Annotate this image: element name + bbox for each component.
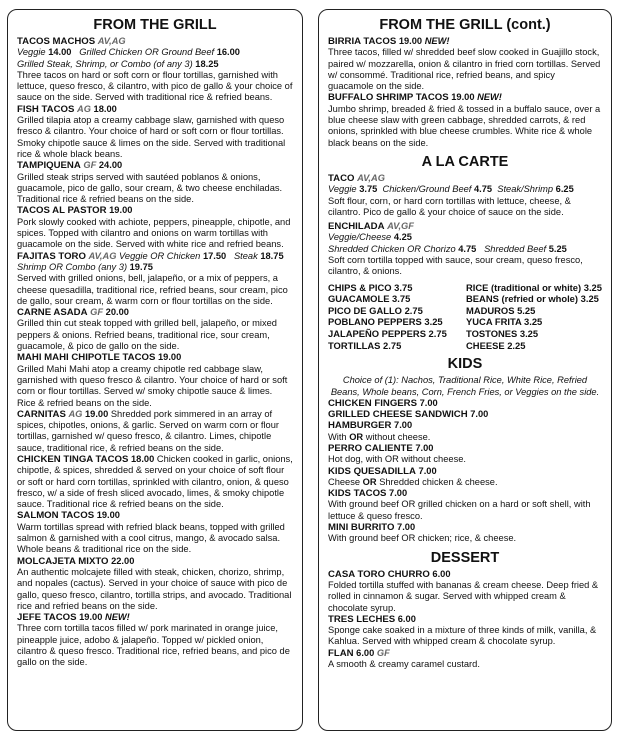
item-name: TACOS MACHOS: [17, 36, 96, 47]
item-description: A smooth & creamy caramel custard.: [328, 659, 480, 670]
diet-tag: GF: [376, 647, 390, 658]
item-price: 22.00: [111, 555, 135, 566]
desc-text: Cheese: [328, 476, 361, 487]
item-description: Three tacos on hard or soft corn or flour tortillas, garnished with lettuce, queso fresco, & cilantro, with pico de gallo & your choice of sauce on the side. Served with traditional rice & refried beans.: [17, 69, 293, 103]
diet-tag: AV,AG: [88, 250, 117, 261]
option-label: Shrimp OR Combo (any 3): [17, 261, 128, 272]
menu-item-mini-burrito: [328, 522, 602, 545]
item-name: ENCHILADA: [328, 221, 385, 233]
item-description: [328, 432, 602, 443]
menu-item-chicken-fingers: [328, 398, 602, 409]
menu-item-salmon-tacos: [17, 510, 293, 555]
item-name: FISH TACOS: [17, 103, 75, 115]
item-name: CHICKEN TINGA TACOS: [17, 453, 129, 465]
item-name: JEFE TACOS: [17, 612, 77, 624]
menu-item-chicken-tinga: [17, 454, 293, 510]
new-badge: NEW!: [424, 36, 450, 46]
item-price: 7.00: [415, 442, 434, 453]
diet-tag: AV,GF: [387, 221, 414, 232]
item-description: Grilled steak strips served with sautéed poblanos & onions, guacamole, pico de gallo, sour cream, & two cheese enchiladas. Traditional rice & refried beans on the side.: [17, 171, 283, 205]
option-price: 19.75: [129, 261, 153, 272]
item-name: CARNE ASADA: [17, 307, 88, 319]
side-item: CHIPS & PICO 3.75: [328, 281, 413, 293]
side-item: POBLANO PEPPERS 3.25: [328, 316, 443, 328]
item-price: 7.00: [418, 465, 437, 476]
section-heading-from-the-grill: FROM THE GRILL: [93, 17, 217, 33]
item-description: Soft corn tortilla topped with sauce, sour cream, queso fresco, cilantro, & onions.: [328, 255, 583, 277]
menu-item-flan: [328, 648, 602, 671]
item-price: 19.00: [79, 612, 103, 623]
menu-item-buffalo-shrimp: [328, 92, 602, 148]
item-price: 7.00: [389, 488, 408, 499]
item-description: Sponge cake soaked in a mixture of three kinds of milk, vanilla, & Kahlua. Served with whipped cream & chocolate syrup.: [328, 625, 597, 647]
desc-or: OR: [349, 431, 364, 442]
menu-item-birria-tacos: [328, 36, 602, 92]
item-price: 7.00: [419, 397, 438, 408]
side-item: GUACAMOLE 3.75: [328, 293, 411, 305]
item-description: Served with grilled onions, bell, jalapeño, or a mix of peppers, a cheese quesadilla, traditional rice, refried beans, sour cream, pico de gallo, sour cream, & warm corn or flour tortillas on the side.: [17, 273, 288, 306]
item-description: Three corn tortilla tacos filled w/ pork marinated in orange juice, pineapple juice, adobo & jalapeño. Topped w/ pickled onion, cilantro & queso fresco. Traditional rice, refried beans, and pico de gallo on the side.: [17, 623, 290, 668]
item-name: FLAN: [328, 647, 354, 659]
menu-item-tampiquena: [17, 160, 293, 205]
menu-item-mahi-mahi: [17, 352, 293, 408]
item-description: Folded tortilla stuffed with bananas & cream cheese. Deep fried & rolled in cinnamon & sugar. Served with whipped cream & chocolate syrup.: [328, 579, 599, 613]
item-description: Chicken cooked in garlic, onions, chipotle, & spices, shredded & served on your choice of soft flour or soft or hard corn tortillas, sprinkled with cilantro, onion, & queso fresco, w/ a side of fresh sliced avocado, limes, & smoky chipotle sauce. Traditional rice & refried beans on the side.: [17, 453, 293, 510]
menu-item-tacos-machos: [17, 36, 293, 104]
option-price: 4.75: [458, 243, 477, 254]
item-price: 19.00: [109, 205, 133, 216]
item-name: GRILLED CHEESE SANDWICH: [328, 409, 468, 421]
item-description: Warm tortillas spread with refried black beans, topped with grilled salmon & garnished with a cool citrus, mango, & avocado salsa. Whole beans & traditional rice on the side.: [17, 521, 285, 555]
desc-text: Shredded chicken & cheese.: [379, 476, 498, 487]
option-price: 18.75: [260, 250, 284, 261]
side-item: BEANS (refried or whole) 3.25: [466, 293, 599, 305]
menu-item-tres-leches: [328, 614, 602, 648]
menu-item-kids-tacos: [328, 488, 602, 522]
desc-text: With: [328, 431, 347, 442]
option-price: 5.25: [548, 243, 567, 254]
side-item: CHEESE 2.25: [466, 339, 526, 351]
option-label: Shredded Beef: [484, 243, 547, 254]
item-price: 7.00: [394, 420, 413, 431]
item-price: 19.00: [398, 36, 423, 46]
menu-item-fajitas-toro: [17, 251, 293, 307]
item-price: 18.00: [93, 103, 117, 114]
diet-tag: AV,AG: [97, 36, 126, 46]
item-name: MINI BURRITO: [328, 522, 395, 534]
option-label: Grilled Steak, Shrimp, or Combo (of any 3): [17, 58, 193, 69]
option-price: 4.25: [393, 232, 412, 243]
item-description: [328, 477, 602, 488]
option-price: 4.75: [473, 184, 493, 195]
side-item: YUCA FRITA 3.25: [466, 316, 543, 328]
diet-tag: GF: [83, 160, 97, 171]
item-description: Grilled Mahi Mahi atop a creamy chipotle red cabbage slaw, garnished with queso fresco & cilantro. Your choice of hard or soft corn or flour tortillas. Served w/ smoky chipotle sauce & limes. Rice & refried beans on the side.: [17, 363, 288, 408]
new-badge: NEW!: [104, 612, 130, 623]
section-heading-kids: KIDS: [447, 356, 483, 373]
item-price: 20.00: [105, 307, 129, 318]
side-item: TORTILLAS 2.75: [328, 339, 402, 351]
item-price: 18.00: [131, 453, 155, 464]
diet-tag: AV,AG: [357, 172, 385, 183]
item-price: 6.00: [356, 647, 375, 658]
menu-item-tacos-al-pastor: [17, 205, 293, 250]
left-menu-panel: [7, 9, 303, 731]
item-price: 19.00: [96, 510, 120, 521]
option-price: 16.00: [216, 47, 240, 58]
option-price: 17.50: [202, 250, 227, 261]
item-name: MOLCAJETA MIXTO: [17, 555, 109, 567]
item-description: Grilled tilapia atop a creamy cabbage slaw, garnished with queso fresco & cilantro. Your choice of hard or soft corn or flour tortillas. Smoky chipotle sauce & limes on the side. Served with traditional rice & whole black beans.: [17, 115, 286, 159]
item-description: An authentic molcajete filled with steak, chicken, chorizo, shrimp, and nopales (cactus). Served in your choice of sauce with pico de gallo, queso fresco, cilantro, tortilla strips, and avocado. Traditional rice and refried beans on the side.: [17, 566, 292, 611]
item-name: TACO: [328, 172, 355, 184]
item-price: 19.00: [158, 352, 182, 363]
item-description: With ground beef OR chicken; rice, & cheese.: [328, 533, 517, 544]
option-price: 3.75: [359, 184, 378, 195]
item-name: TRES LECHES: [328, 613, 396, 625]
menu-item-casa-toro-churro: [328, 569, 602, 614]
option-label: Veggie: [17, 47, 46, 58]
option-label: Veggie: [328, 184, 357, 195]
item-price: 19.00: [85, 408, 109, 419]
menu-item-enchilada: [328, 221, 602, 277]
side-item: TOSTONES 3.25: [466, 328, 539, 340]
item-name: TAMPIQUENA: [17, 160, 81, 172]
item-description: Hot dog, with OR without cheese.: [328, 454, 466, 465]
desc-text: without cheese.: [365, 431, 431, 442]
menu-item-perro-caliente: [328, 443, 602, 466]
menu-item-kids-quesadilla: [328, 466, 602, 489]
menu-item-jefe-tacos: [17, 612, 293, 668]
item-name: FAJITAS TORO: [17, 250, 86, 262]
desc-or: OR: [362, 476, 377, 487]
item-name: KIDS TACOS: [328, 488, 387, 500]
option-label: Shredded Chicken OR Chorizo: [328, 243, 456, 254]
option-label: Grilled Chicken OR Ground Beef: [79, 47, 215, 58]
side-item: PICO DE GALLO 2.75: [328, 304, 423, 316]
item-name: HAMBURGER: [328, 420, 392, 432]
item-price: 7.00: [397, 522, 416, 533]
item-description: Three tacos, filled w/ shredded beef slow cooked in Guajillo stock, paired w/ mozzarella, onion & cilantro in fried corn tortillas. Served w/ consommé. Traditional rice, refried beans, and spicy guacamole on the side.: [328, 47, 601, 92]
item-description: Jumbo shrimp, breaded & fried & tossed in a buffalo sauce, over a blue cheese slaw with green cabbage, shredded carrots, & red onions, sprinkled with blue cheese crumbles. White rice & whole black beans on the side.: [328, 103, 601, 148]
item-name: MAHI MAHI CHIPOTLE TACOS: [17, 352, 156, 364]
option-price: 18.25: [195, 58, 219, 69]
item-price: 6.00: [397, 613, 416, 624]
menu-item-taco: [328, 173, 602, 218]
item-description: Soft flour, corn, or hard corn tortillas with lettuce, cheese, & cilantro. Pico de gallo & your choice of sauce on the side.: [328, 195, 571, 217]
item-name: SALMON TACOS: [17, 510, 95, 522]
item-name: BIRRIA TACOS: [328, 36, 397, 47]
section-heading-dessert: DESSERT: [430, 549, 500, 566]
menu-item-grilled-cheese: [328, 409, 602, 420]
option-label: Steak/Shrimp: [497, 184, 554, 195]
option-label: Chicken/Ground Beef: [382, 184, 472, 195]
section-heading-from-the-grill-cont: FROM THE GRILL (cont.): [379, 17, 551, 33]
menu-item-carne-asada: [17, 307, 293, 352]
kids-side-choice-note: Choice of (1): Nachos, Traditional Rice, White Rice, Refried Beans, Whole beans, Corn, French Fries, or Veggies on the side.: [330, 375, 600, 397]
side-item: MADUROS 5.25: [466, 304, 536, 316]
item-price: 7.00: [470, 409, 489, 420]
new-badge: NEW!: [477, 92, 502, 103]
section-heading-a-la-carte: A LA CARTE: [421, 153, 509, 170]
item-name: CHICKEN FINGERS: [328, 397, 418, 409]
item-description: With ground beef OR grilled chicken on a hard or soft shell, with lettuce & queso fresco.: [328, 499, 591, 521]
item-name: TACOS AL PASTOR: [17, 205, 107, 217]
item-price: 6.00: [432, 568, 451, 579]
item-price: 19.00: [451, 92, 475, 103]
item-name: CARNITAS: [17, 408, 66, 420]
item-description: Grilled thin cut steak topped with grilled bell, jalapeño, or mixed peppers & onions. Refried beans, traditional rice, sour cream, guacamole, & pico de gallo on the side.: [17, 318, 277, 352]
sides-list: [328, 282, 602, 352]
menu-item-carnitas: [17, 409, 293, 454]
menu-item-molcajeta: [17, 556, 293, 612]
item-name: KIDS QUESADILLA: [328, 465, 416, 477]
menu-item-fish-tacos: [17, 104, 293, 160]
side-item: RICE (traditional or white) 3.25: [466, 281, 602, 293]
menu-item-hamburger: [328, 420, 602, 443]
option-label: Veggie OR Chicken: [119, 250, 201, 261]
item-description: Pork slowly cooked with achiote, peppers, pineapple, chipotle, and spices. Topped with cilantro and onions on warm tortillas with guacamole on the side. Served with white rice and refried beans.: [17, 216, 291, 250]
item-price: 24.00: [98, 160, 123, 171]
item-name: CASA TORO CHURRO: [328, 568, 430, 580]
side-item: JALAPEÑO PEPPERS 2.75: [328, 328, 447, 340]
item-name: BUFFALO SHRIMP TACOS: [328, 92, 449, 104]
diet-tag: GF: [90, 307, 104, 318]
option-label: Veggie/Cheese: [328, 232, 392, 243]
diet-tag: AG: [76, 103, 91, 114]
option-price: 6.25: [555, 184, 574, 195]
option-price: 14.00: [48, 47, 72, 58]
item-name: PERRO CALIENTE: [328, 442, 413, 454]
item-description: Shredded pork simmered in an array of spices, chipotles, onions, & garlic. Served on warm corn or flour tortillas, garnished w/ queso fresco, & cilantro. Limes, chipotle sauce, traditional rice, & refried beans on the side.: [17, 408, 279, 453]
option-label: Steak: [233, 250, 258, 261]
diet-tag: AG: [68, 408, 83, 419]
right-menu-panel: [318, 9, 612, 731]
